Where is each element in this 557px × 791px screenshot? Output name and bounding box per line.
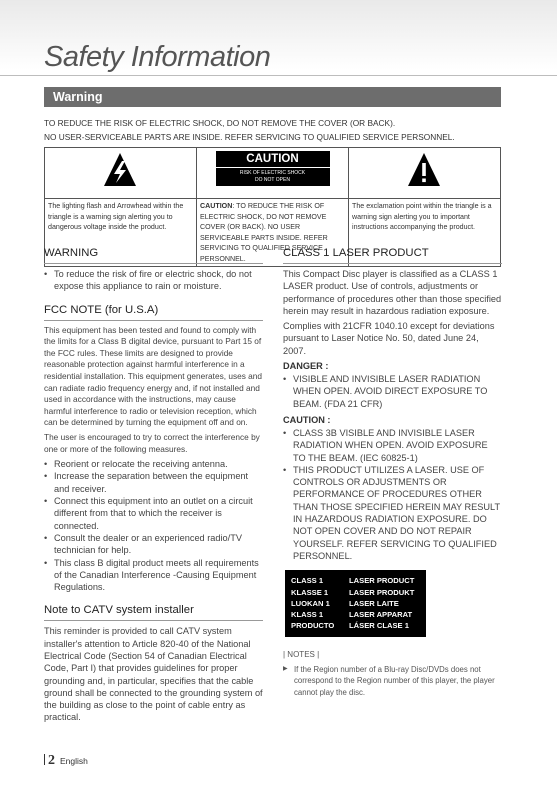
warning-section-bar: Warning — [44, 87, 501, 107]
laser-label-row — [291, 620, 420, 631]
caution-bullet-list — [283, 427, 502, 562]
laser-label-row — [291, 587, 420, 598]
page-language: English — [60, 756, 88, 766]
laser-class-label — [285, 570, 426, 636]
laser-paragraph: This Compact Disc player is classified as a CLASS 1 LASER product. Use of controls, adjustments or performance of procedures other than those specified herein may result in hazardous radiation exposure. — [283, 269, 502, 316]
fcc-measures-list — [44, 458, 263, 593]
caution-heading-label: CAUTION : — [283, 414, 331, 425]
laser-label-key: KLASS 1 — [291, 610, 324, 620]
laser-label-key: KLASSE 1 — [291, 587, 329, 597]
laser-label-key: CLASS 1 — [291, 576, 324, 586]
warning-bullet-list — [44, 268, 263, 293]
list-item: • Reorient or relocate the receiving antenna. — [44, 458, 263, 470]
warning-statement — [44, 116, 514, 144]
caution-label-subtext — [216, 168, 330, 186]
laser-label-row — [291, 609, 420, 620]
note-item — [283, 664, 502, 698]
laser-label-key: PRODUCTO — [291, 621, 335, 631]
fcc-paragraph: The user is encouraged to try to correct the interference by one or more of the following measures. — [44, 431, 260, 454]
caution-sub-line: DO NOT OPEN — [255, 177, 290, 183]
list-item: • CLASS 3B VISIBLE AND INVISIBLE LASER RADIATION WHEN OPEN. AVOID EXPOSURE TO THE BEAM. (IEC 60825-1) — [283, 427, 502, 464]
caution-explanation-text: : TO REDUCE THE RISK OF ELECTRIC SHOCK, DO NOT REMOVE COVER (OR BACK). NO USER SERVICEABLE PARTS INSIDE. REFER SERVICING TO QUALIFIED SERVICE PERSONNEL. — [200, 202, 328, 263]
warning-line: NO USER-SERVICEABLE PARTS ARE INSIDE. REFER SERVICING TO QUALIFIED SERVICE PERSONNEL. — [44, 132, 455, 142]
footer-divider — [44, 754, 45, 765]
right-column — [283, 246, 502, 698]
exclamation-explanation: The exclamation point within the triangle is a warning sign alerting you to important instructions accompanying the product. — [349, 199, 501, 267]
page-title: Safety Information — [44, 41, 271, 73]
list-item: • Connect this equipment into an outlet on a circuit different from that to which the receiver is connected. — [44, 495, 263, 532]
laser-label-value: LASER PRODUKT — [349, 587, 415, 597]
laser-label-value: LASER LAITE — [349, 598, 399, 608]
exclamation-triangle-icon — [349, 148, 500, 193]
fcc-note-heading: FCC NOTE (for U.S.A) — [44, 303, 263, 321]
laser-label-value: LASER PRODUCT — [349, 576, 415, 586]
note-text: If the Region number of a Blu-ray Disc/DVDs does not correspond to the Region number of this player, the player cannot play the disc. — [294, 664, 495, 697]
laser-label-row — [291, 575, 420, 586]
list-item: • Increase the separation between the equipment and receiver. — [44, 470, 263, 495]
catv-heading: Note to CATV system installer — [44, 603, 263, 621]
fcc-paragraph: This equipment has been tested and found to comply with the limits for a Class B digital device, pursuant to Part 15 of the FCC rules. These limits are designed to provide reasonable protection against harmful interference in a residential installation. This equipment generates, uses and can radiate radio frequency energy and, if not installed and used in accordance with the instructions, may cause harmful interference to radio or television reception, which can be determined by turning the equipment off and on. — [44, 324, 263, 428]
lightning-triangle-icon — [45, 148, 196, 193]
laser-label-value: LASER APPARAT — [349, 610, 413, 620]
caution-label — [216, 151, 330, 186]
warning-heading: WARNING — [44, 246, 263, 264]
caution-label-cell — [197, 148, 349, 199]
warning-line: TO REDUCE THE RISK OF ELECTRIC SHOCK, DO NOT REMOVE THE COVER (OR BACK). — [44, 118, 396, 128]
laser-paragraph: Complies with 21CFR 1040.10 except for deviations pursuant to Laser Notice No. 50, dated June 24, 2007. — [283, 321, 495, 356]
caution-sub-line: RISK OF ELECTRIC SHOCK — [239, 170, 306, 176]
list-item: • To reduce the risk of fire or electric shock, do not expose this appliance to rain or moisture. — [44, 268, 263, 293]
triangle-bullet-icon: ▶ — [283, 665, 288, 672]
catv-paragraph: This reminder is provided to call CATV system installer's attention to Article 820-40 of the National Electrical Code (Section 54 of Canadian Electrical Code, Part I) that provides guidelines for proper grounding and, in particular, specifies that the cable ground shall be connected to the grounding system of the building as close to the point of cable entry as practical. — [44, 626, 263, 723]
danger-bullet-list — [283, 373, 502, 410]
exclamation-symbol-cell — [349, 148, 501, 199]
list-item: • Consult the dealer or an experienced radio/TV technician for help. — [44, 532, 263, 557]
laser-label-key: LUOKAN 1 — [291, 598, 330, 608]
laser-product-heading: CLASS 1 LASER PRODUCT — [283, 246, 502, 264]
lightning-explanation: The lighting flash and Arrowhead within the triangle is a warning sign alerting you to dangerous voltage inside the product. — [45, 199, 197, 267]
caution-label-title: CAUTION — [216, 151, 330, 168]
page-footer — [44, 753, 88, 769]
page-number: 2 — [48, 753, 55, 768]
laser-label-row — [291, 598, 420, 609]
list-item: • VISIBLE AND INVISIBLE LASER RADIATION WHEN OPEN. AVOID DIRECT EXPOSURE TO BEAM. (FDA 21 CFR) — [283, 373, 502, 410]
danger-label: DANGER : — [283, 361, 329, 372]
header-divider — [0, 75, 557, 76]
laser-label-value: LÁSER CLASE 1 — [349, 621, 409, 631]
list-item: • This class B digital product meets all requirements of the Canadian Interference -Causing Equipment Regulations. — [44, 557, 263, 594]
list-item: • THIS PRODUCT UTILIZES A LASER. USE OF CONTROLS OR ADJUSTMENTS OR PERFORMANCE OF PROCEDURES OTHER THAN THOSE SPECIFIED HEREIN MAY RESULT IN HAZARDOUS RADIATION EXPOSURE. DO NOT OPEN COVER AND DO NOT REPAIR YOURSELF. REFER SERVICING TO QUALIFIED PERSONNEL. — [283, 464, 502, 562]
left-column — [44, 246, 263, 727]
caution-explanation-label: CAUTION — [200, 202, 233, 210]
notes-heading: | NOTES | — [283, 649, 320, 659]
lightning-symbol-cell — [45, 148, 197, 199]
